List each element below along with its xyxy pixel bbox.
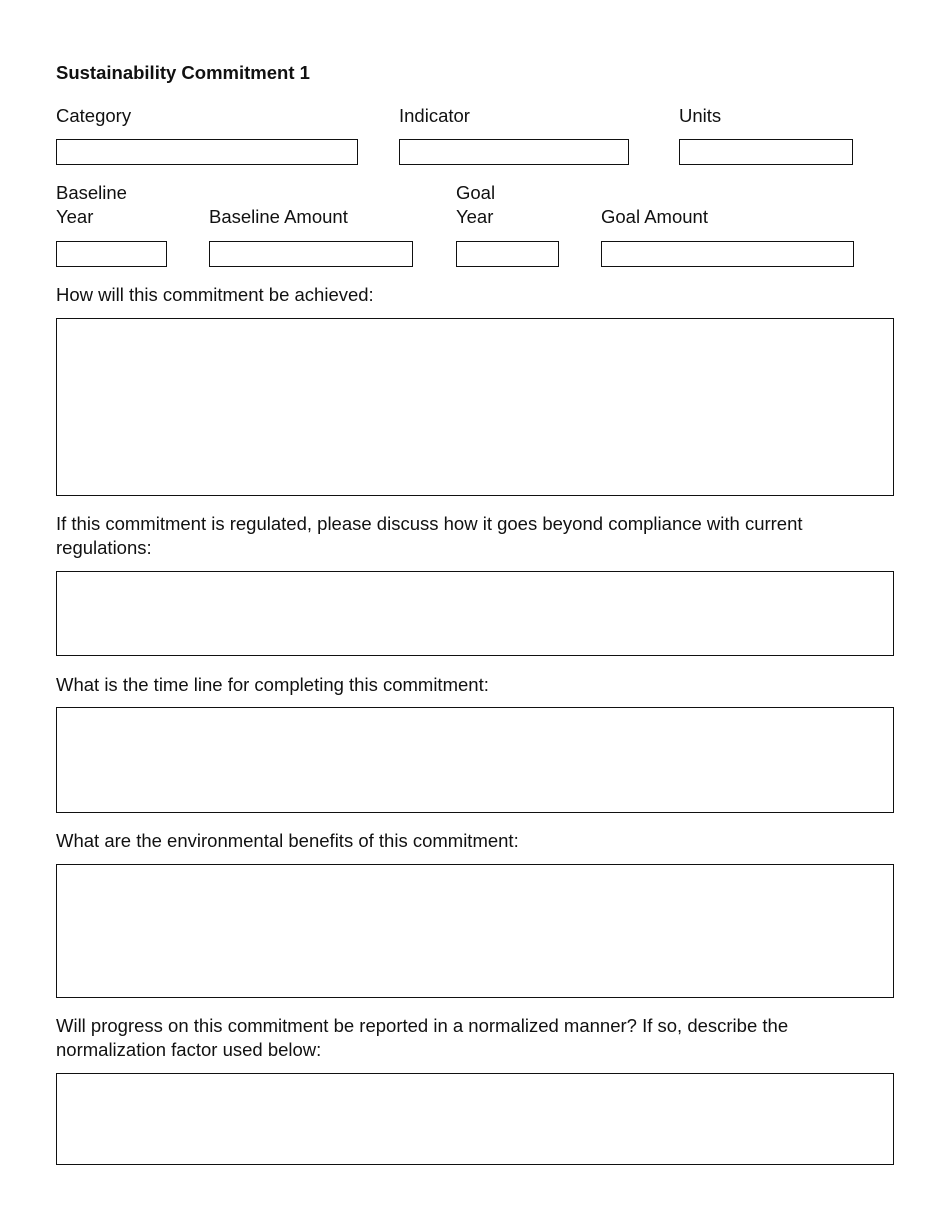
goal-year-label — [456, 181, 495, 229]
achieved-textarea[interactable] — [56, 318, 894, 496]
benefits-question: What are the environmental benefits of this commitment: — [56, 830, 519, 851]
normalized-textarea[interactable] — [56, 1073, 894, 1165]
goal-year-label-line1: Goal — [456, 182, 496, 203]
indicator-label: Indicator — [399, 105, 470, 126]
regulated-question-line1: If this commitment is regulated, please discuss how it goes beyond compliance with current — [56, 513, 803, 534]
achieved-question: How will this commitment be achieved: — [56, 284, 374, 305]
form-title: Sustainability Commitment 1 — [56, 62, 310, 83]
baseline-year-field[interactable] — [56, 241, 167, 267]
baseline-year-label-line2: Year — [56, 206, 94, 227]
baseline-year-label-line1: Baseline — [56, 182, 127, 203]
baseline-year-label — [56, 181, 127, 229]
normalized-question-line1: Will progress on this commitment be reported in a normalized manner? If so, describe the — [56, 1015, 789, 1036]
units-field[interactable] — [679, 139, 853, 165]
goal-year-label-line2: Year — [456, 206, 494, 227]
goal-amount-label: Goal Amount — [601, 206, 708, 227]
baseline-amount-field[interactable] — [209, 241, 413, 267]
goal-year-field[interactable] — [456, 241, 559, 267]
normalized-question — [56, 1014, 788, 1062]
timeline-question: What is the time line for completing this commitment: — [56, 674, 489, 695]
baseline-amount-label: Baseline Amount — [209, 206, 348, 227]
goal-amount-field[interactable] — [601, 241, 854, 267]
benefits-textarea[interactable] — [56, 864, 894, 998]
category-label: Category — [56, 105, 132, 126]
regulated-textarea[interactable] — [56, 571, 894, 656]
regulated-question — [56, 512, 803, 560]
timeline-textarea[interactable] — [56, 707, 894, 813]
indicator-field[interactable] — [399, 139, 629, 165]
regulated-question-line2: regulations: — [56, 537, 152, 558]
normalized-question-line2: normalization factor used below: — [56, 1039, 322, 1060]
units-label: Units — [679, 105, 722, 126]
category-field[interactable] — [56, 139, 358, 165]
